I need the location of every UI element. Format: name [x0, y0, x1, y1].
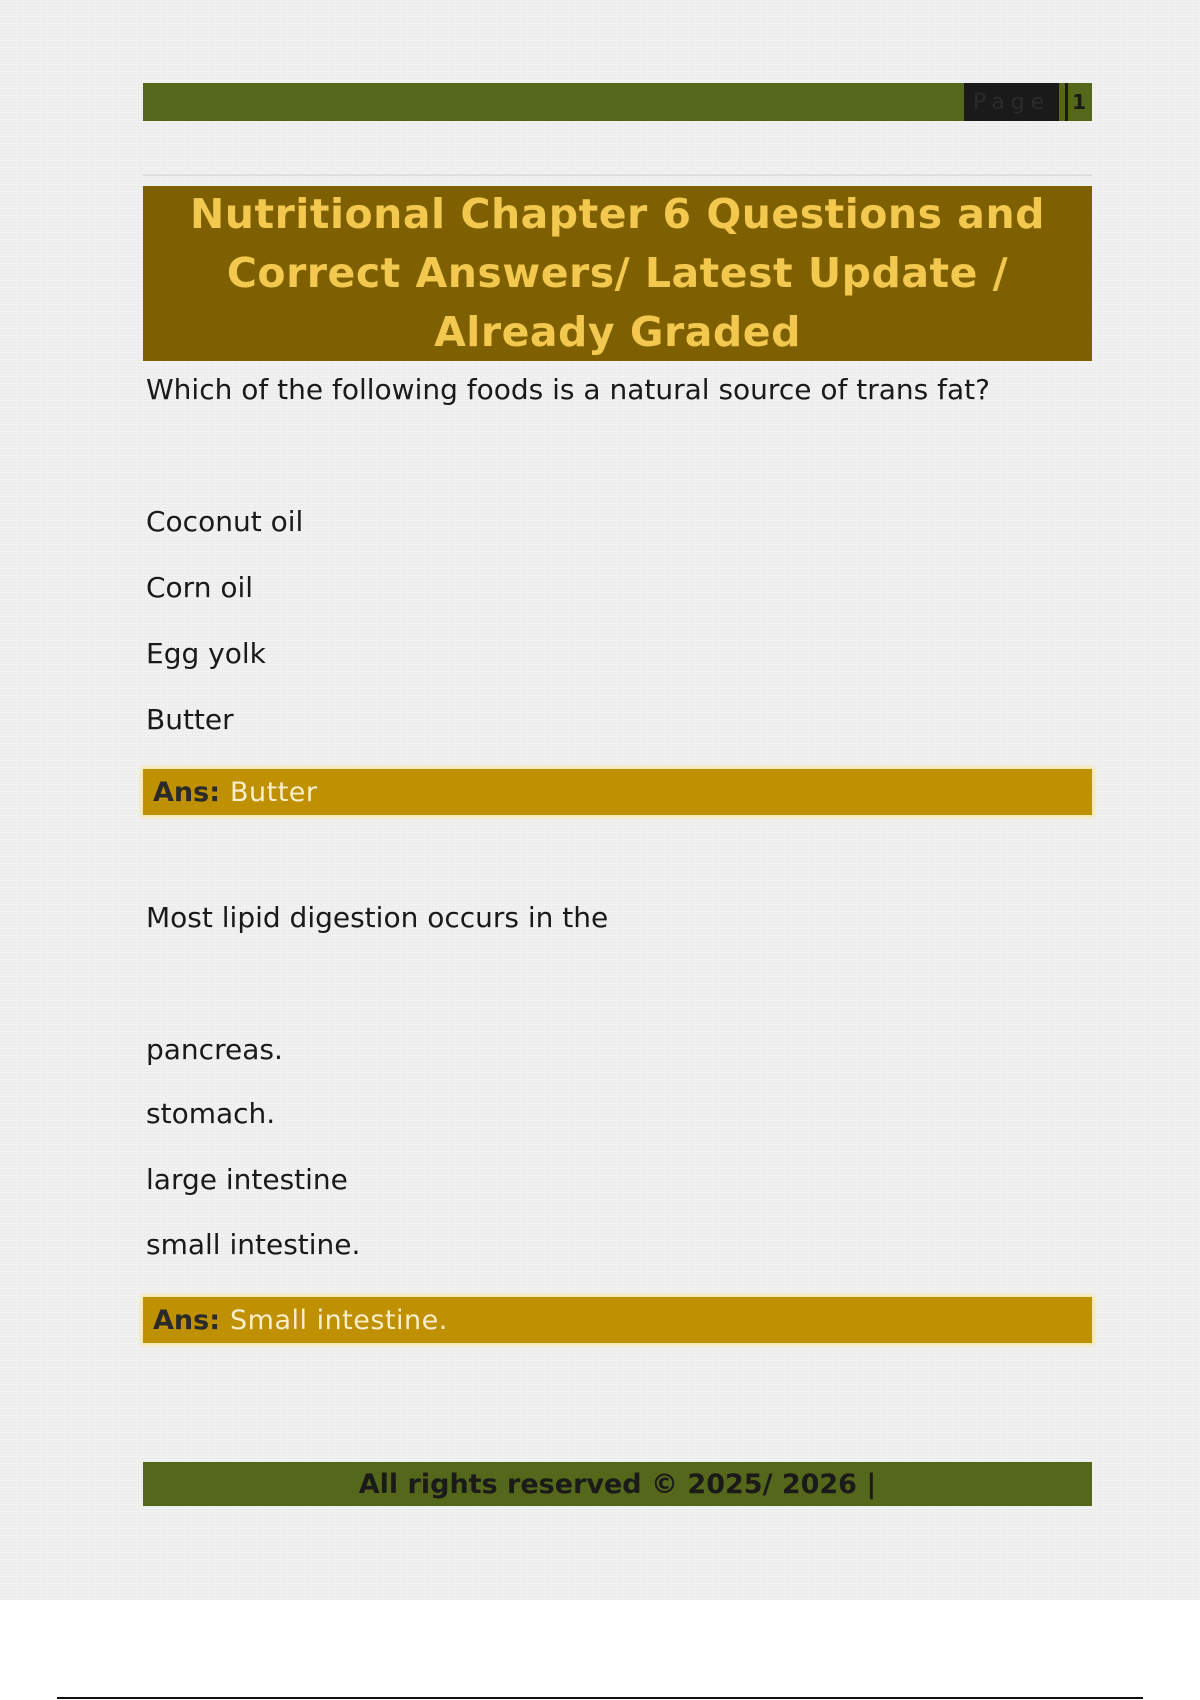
question-2-option-4: small intestine.	[146, 1228, 361, 1261]
question-2-text: Most lipid digestion occurs in the	[146, 901, 609, 934]
question-2-option-1: pancreas.	[146, 1033, 283, 1066]
question-2-option-3: large intestine	[146, 1163, 348, 1196]
question-1-option-3: Egg yolk	[146, 637, 266, 670]
answer-label: Ans:	[153, 776, 220, 808]
header-bar	[143, 83, 1092, 121]
footer-bar	[143, 1462, 1092, 1506]
copyright-text: All rights reserved © 2025/ 2026 |	[358, 1468, 877, 1500]
question-1-text: Which of the following foods is a natural source of trans fat?	[146, 373, 990, 406]
page-number-box	[964, 83, 1092, 121]
question-1-option-1: Coconut oil	[146, 505, 304, 538]
divider-line	[143, 174, 1092, 176]
answer-value: Butter	[230, 776, 318, 808]
page-bottom-rule	[57, 1697, 1143, 1699]
document-title: Nutritional Chapter 6 Questions and Correct Answers/ Latest Update / Already Graded	[189, 190, 1046, 356]
question-2-option-2: stomach.	[146, 1097, 276, 1130]
question-2-answer	[143, 1297, 1092, 1343]
page-number: 1	[1065, 83, 1092, 121]
answer-label: Ans:	[153, 1304, 220, 1336]
title-banner	[143, 186, 1092, 361]
question-1-option-2: Corn oil	[146, 571, 254, 604]
answer-value: Small intestine.	[230, 1304, 448, 1336]
question-1-option-4: Butter	[146, 703, 234, 736]
page-word: Page	[964, 83, 1059, 121]
question-1-answer	[143, 769, 1092, 815]
